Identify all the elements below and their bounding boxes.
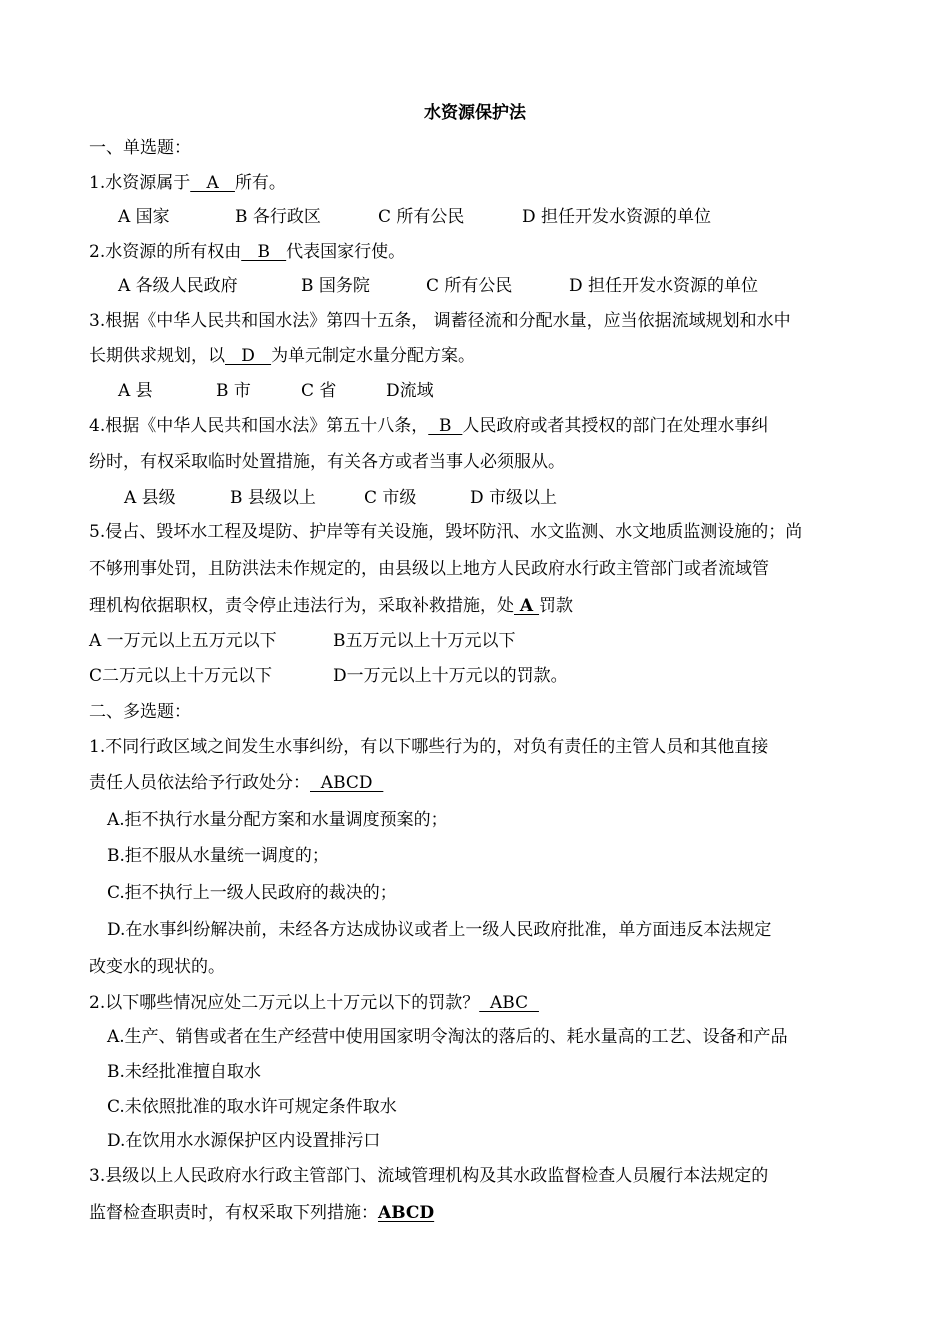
s2-q2-option-b: B.未经批准擅自取水 — [107, 1062, 261, 1082]
s2-q3-stem: 监督检查职责时，有权采取下列措施：ABCD — [89, 1203, 435, 1223]
s2-q3-line1: 3.县级以上人民政府水行政主管部门、流域管理机构及其水政监督检查人员履行本法规定的 — [89, 1166, 769, 1186]
s1-q3-stem: 长期供求规划，以 D 为单元制定水量分配方案。 — [89, 346, 476, 366]
s2-q1-answer: ABCD — [310, 773, 384, 793]
s2-q2-answer: ABC — [479, 993, 539, 1013]
s1-q5-option-b: B五万元以上十万元以下 — [333, 631, 516, 651]
s1-q3-option-c: C 省 — [301, 381, 337, 401]
s1-q2-option-a: A 各级人民政府 — [118, 276, 238, 296]
s1-q5-line2: 不够刑事处罚，且防洪法未作规定的，由县级以上地方人民政府水行政主管部门或者流域管 — [89, 559, 769, 579]
document-title: 水资源保护法 — [424, 103, 526, 123]
s2-q1-stem: 责任人员依法给予行政处分： ABCD — [89, 773, 384, 793]
section1-heading: 一、单选题： — [89, 138, 191, 158]
s1-q3-option-a: A 县 — [118, 381, 153, 401]
s1-q4-stem: 4.根据《中华人民共和国水法》第五十八条， B 人民政府或者其授权的部门在处理水事纠 — [89, 416, 769, 436]
s2-q1-line1: 1.不同行政区域之间发生水事纠纷，有以下哪些行为的，对负有责任的主管人员和其他直接 — [89, 737, 769, 757]
s1-q4-answer: B — [428, 416, 463, 436]
s1-q2-answer: B — [241, 242, 287, 262]
s2-q2-option-a: A.生产、销售或者在生产经营中使用国家明令淘汰的落后的、耗水量高的工艺、设备和产品 — [107, 1027, 788, 1047]
s2-q2-option-d: D.在饮用水水源保护区内设置排污口 — [107, 1131, 381, 1151]
s2-q1-option-d-line2: 改变水的现状的。 — [89, 957, 225, 977]
s1-q2-option-d: D 担任开发水资源的单位 — [569, 276, 759, 296]
s2-q2-option-c: C.未依照批准的取水许可规定条件取水 — [107, 1097, 397, 1117]
s1-q1-option-c: C 所有公民 — [378, 207, 465, 227]
s1-q4-line2: 纷时，有权采取临时处置措施，有关各方或者当事人必须服从。 — [89, 452, 565, 472]
s2-q1-option-d-line1: D.在水事纠纷解决前，未经各方达成协议或者上一级人民政府批准，单方面违反本法规定 — [107, 920, 772, 940]
s1-q1-option-b: B 各行政区 — [235, 207, 321, 227]
s2-q3-answer: ABCD — [378, 1203, 435, 1223]
s1-q3-answer: D — [225, 346, 272, 366]
s1-q4-option-d: D 市级以上 — [470, 488, 558, 508]
s1-q1-answer: A — [190, 173, 235, 193]
s1-q3-line1: 3.根据《中华人民共和国水法》第四十五条， 调蓄径流和分配水量，应当依据流域规划和水中 — [89, 311, 791, 331]
s1-q2-option-b: B 国务院 — [301, 276, 370, 296]
s1-q4-option-a: A 县级 — [124, 488, 176, 508]
s1-q2-option-c: C 所有公民 — [426, 276, 513, 296]
s1-q5-option-c: C二万元以上十万元以下 — [89, 666, 273, 686]
s1-q5-option-d: D一万元以上十万元以的罚款。 — [333, 666, 568, 686]
s1-q5-line1: 5.侵占、毁坏水工程及堤防、护岸等有关设施，毁坏防汛、水文监测、水文地质监测设施的；尚 — [89, 522, 803, 542]
s1-q3-option-b: B 市 — [216, 381, 251, 401]
s1-q1-stem: 1.水资源属于 A 所有。 — [89, 173, 286, 193]
s1-q1-option-d: D 担任开发水资源的单位 — [522, 207, 712, 227]
s1-q2-stem: 2.水资源的所有权由 B 代表国家行使。 — [89, 242, 406, 262]
s1-q5-option-a: A 一万元以上五万元以下 — [89, 631, 277, 651]
s2-q1-option-b: B.拒不服从水量统一调度的； — [107, 846, 329, 866]
section2-heading: 二、多选题： — [89, 702, 191, 722]
s1-q3-option-d: D流域 — [386, 381, 434, 401]
s1-q5-stem: 理机构依据职权，责令停止违法行为，采取补救措施，处 A 罚款 — [89, 596, 574, 616]
s1-q5-answer: A — [514, 596, 540, 616]
s2-q1-option-a: A.拒不执行水量分配方案和水量调度预案的； — [107, 810, 448, 830]
s2-q1-option-c: C.拒不执行上一级人民政府的裁决的； — [107, 883, 397, 903]
s2-q2-stem: 2.以下哪些情况应处二万元以上十万元以下的罚款？ ABC — [89, 993, 539, 1013]
s1-q1-option-a: A 国家 — [118, 207, 170, 227]
s1-q4-option-c: C 市级 — [364, 488, 417, 508]
s1-q4-option-b: B 县级以上 — [230, 488, 316, 508]
